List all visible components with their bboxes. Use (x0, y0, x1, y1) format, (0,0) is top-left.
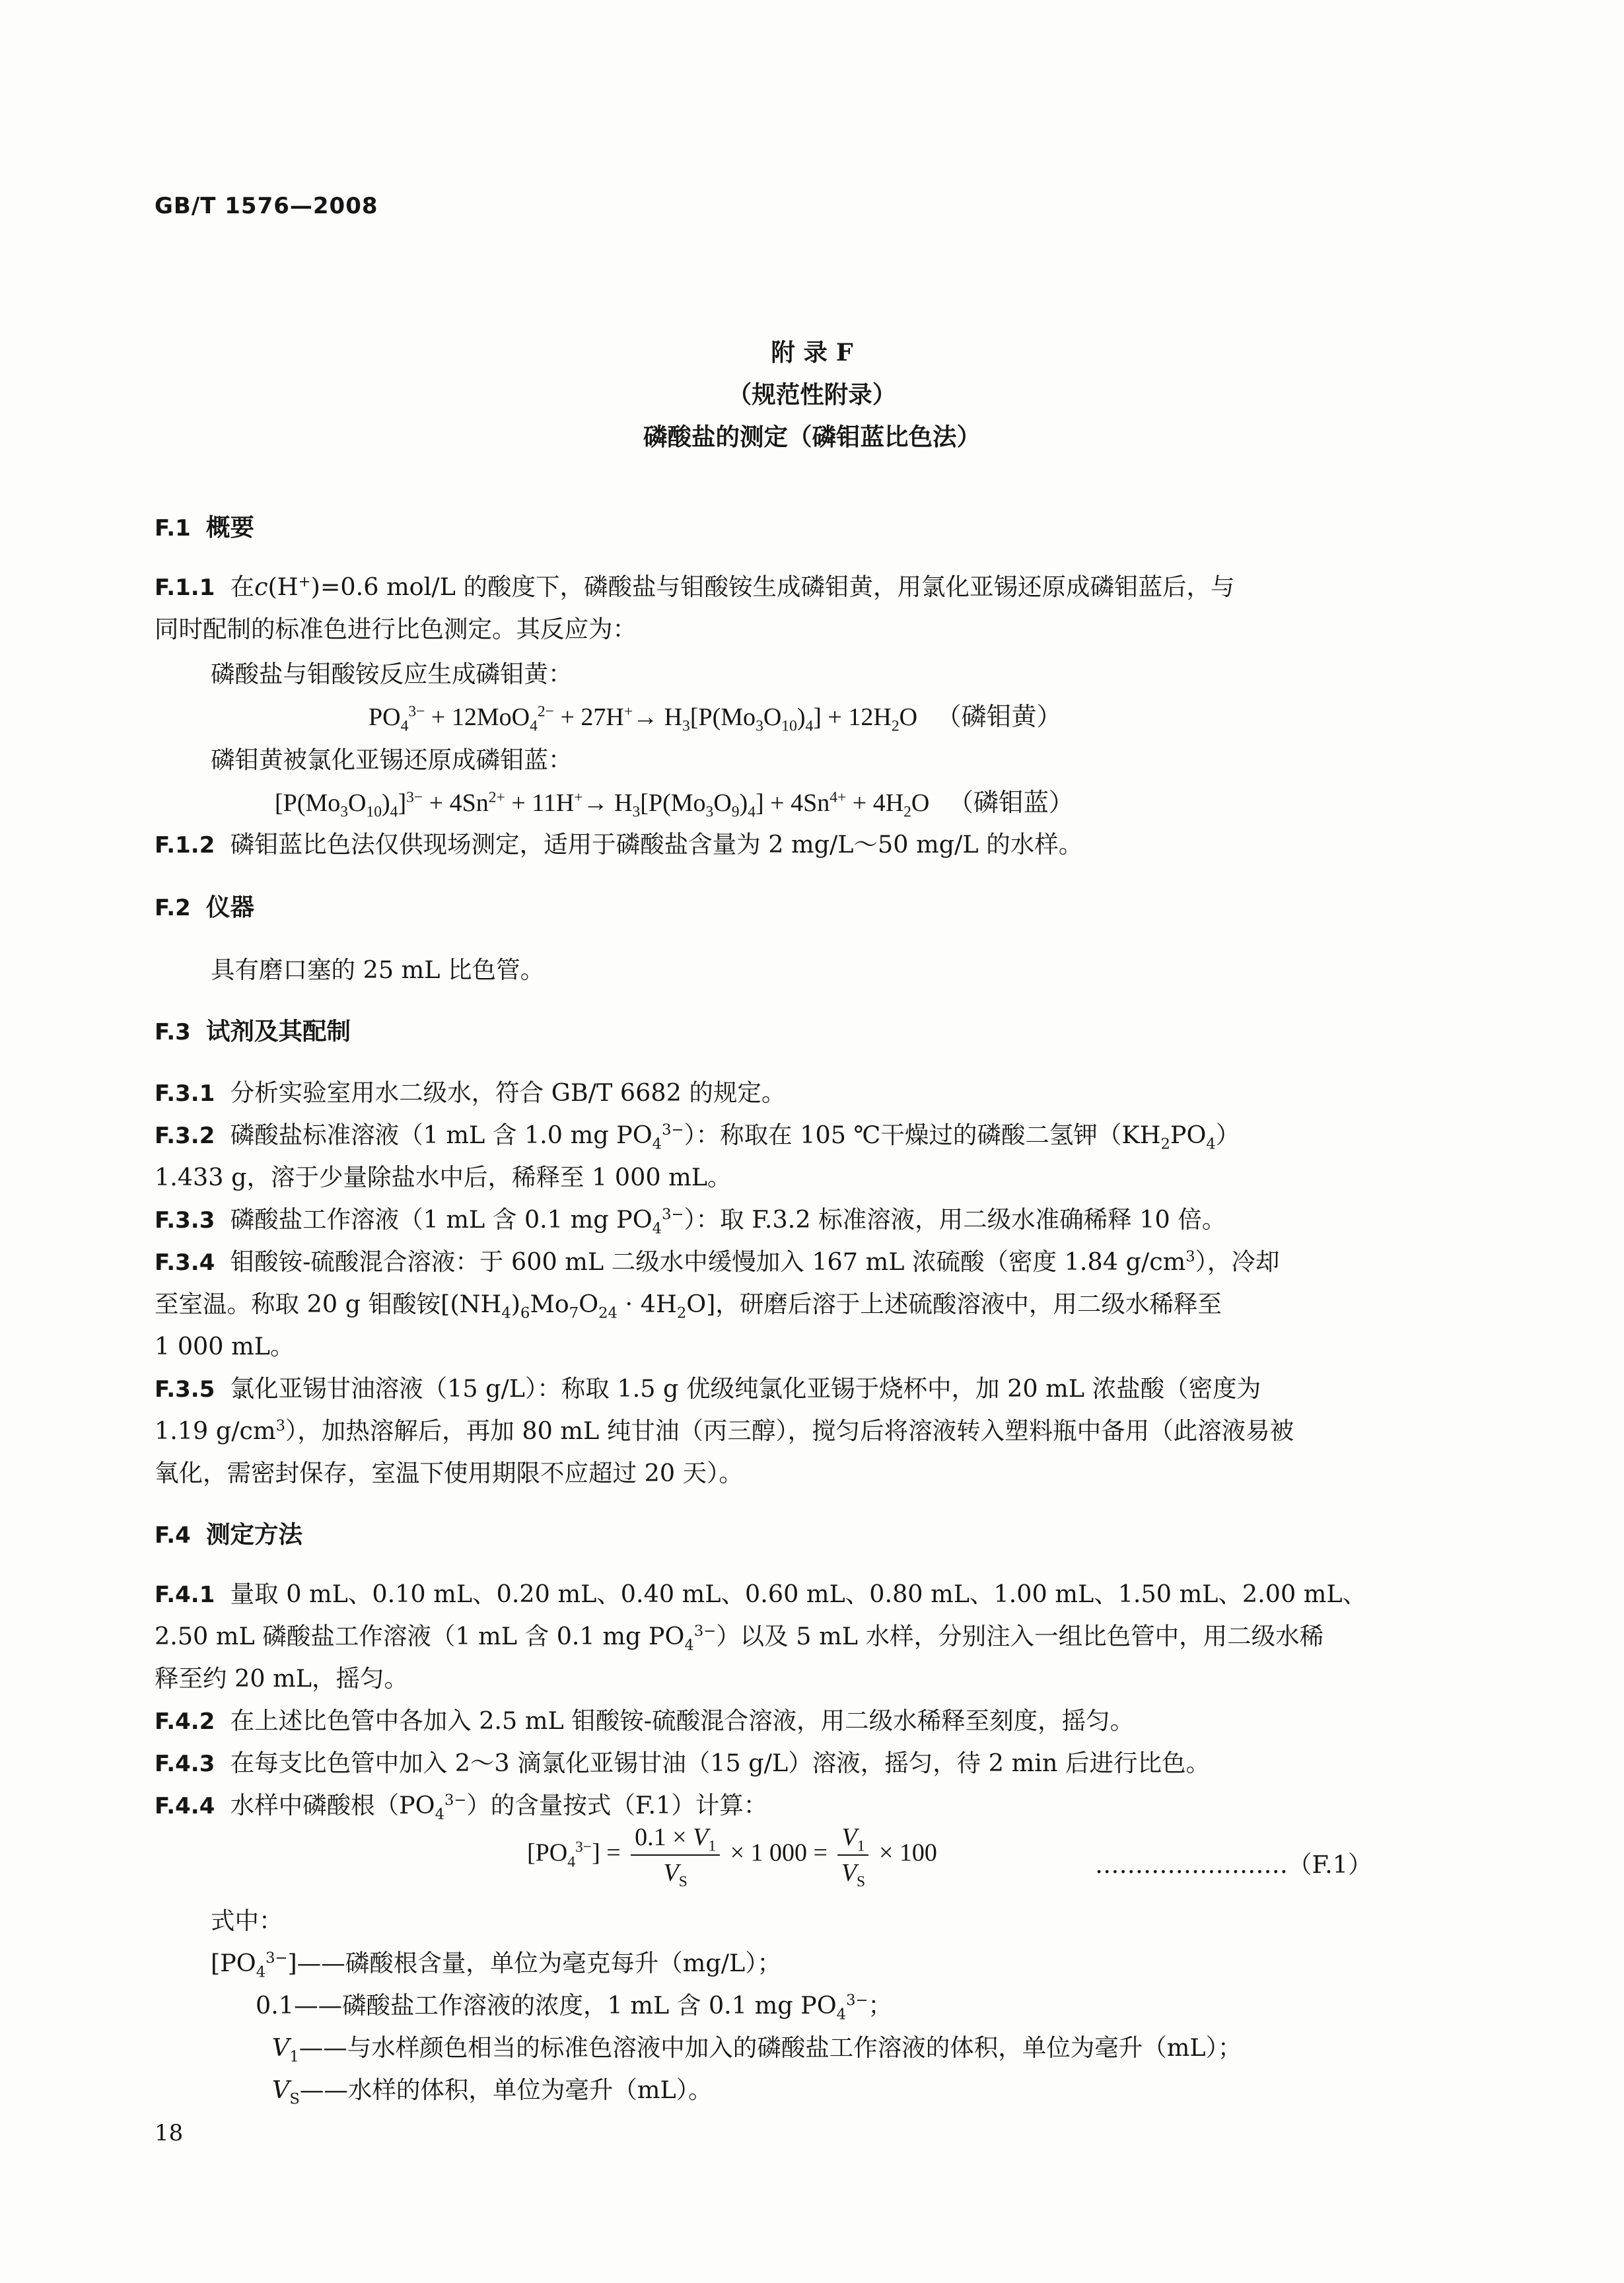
clause-f3-4-line2: 至室温。称取 20 g 钼酸铵$[(NH_4)_6Mo_7O_{24} \cdot 4H_2O]$，研磨后溶于上述硫酸溶液中，用二级水稀释至 (155, 1290, 1222, 1322)
fraction-2: $\frac{V_1}{V_S}$ (837, 1823, 868, 1887)
definition-po4: $[PO_4^{3-}]——$磷酸根含量，单位为毫克每升（mg/L）； (211, 1949, 782, 1981)
section-f4-heading: F.4 测定方法 (155, 1520, 303, 1549)
clause-f3-1: F.3.1 分析实验室用水二级水，符合 GB/T 6682 的规定。 (155, 1078, 786, 1107)
where-title: 式中： (211, 1907, 283, 1935)
reaction-equation-1: $PO_4^{3-} + 12MoO_4^{2-} + 27H^+\to H_3[P(Mo_3O_{10})_4] + 12H_2O$ （磷钼黄） (369, 703, 1062, 735)
annex-name: 磷酸盐的测定（磷钼蓝比色法） (643, 423, 981, 451)
clause-f4-2: F.4.2 在上述比色管中各加入 2.5 mL 钼酸铵-硫酸混合溶液，用二级水稀释至刻度，摇匀。 (155, 1706, 1135, 1735)
definition-v1: $V_1——$与水样颜色相当的标准色溶液中加入的磷酸盐工作溶液的体积，单位为毫升（mL）； (272, 2033, 1242, 2066)
formula-f1: $[PO_4^{3-}]$ = $\frac{0.1 \times V_1}{V_S}$ × 1 000 = $\frac{V_1}{V_S}$ × 100 (527, 1823, 937, 1891)
clause-f3-2-line1: F.3.2 磷酸盐标准溶液（1 mL 含 1.0 mg $PO_4^{3-}$）：称取在 105 ℃干燥过的磷酸二氢钾$(KH_2PO_4)$ (155, 1121, 1240, 1153)
annex-title: 附 录 F (771, 338, 853, 367)
formula-number: ……………………（F.1） (1095, 1850, 1372, 1879)
section-f1-heading: F.1 概要 (155, 513, 255, 542)
definition-0-1: 0.1——磷酸盐工作溶液的浓度，1 mL 含 0.1 mg $PO_4^{3-}$； (256, 1991, 892, 2023)
clause-f3-5-line3: 氧化，需密封保存，室温下使用期限不应超过 20 天）。 (155, 1459, 743, 1487)
clause-f3-3: F.3.3 磷酸盐工作溶液（1 mL 含 0.1 mg $PO_4^{3-}$）：取 F.3.2 标准溶液，用二级水准确稀释 10 倍。 (155, 1205, 1226, 1238)
clause-f1-1-line3: 磷酸盐与钼酸铵反应生成磷钼黄： (211, 660, 573, 688)
section-f3-heading: F.3 试剂及其配制 (155, 1017, 351, 1045)
clause-f3-5-line1: F.3.5 氯化亚锡甘油溶液（15 g/L）：称取 1.5 g 优级纯氯化亚锡于烧杯中，加 20 mL 浓盐酸（密度为 (155, 1374, 1261, 1403)
page-number: 18 (155, 2120, 184, 2146)
clause-f1-2: F.1.2 磷钼蓝比色法仅供现场测定，适用于磷酸盐含量为 2 mg/L～50 mg/L 的水样。 (155, 830, 1083, 859)
clause-f1-1-line2: 同时配制的标准色进行比色测定。其反应为： (155, 615, 637, 643)
clause-f1-1-line5: 磷钼黄被氯化亚锡还原成磷钼蓝： (211, 746, 573, 774)
reaction-equation-2: $[P(Mo_3O_{10})_4]^{3-} + 4Sn^{2+} + 11H^+\to H_3[P(Mo_3O_9)_4] + 4Sn^{4+} + 4H_2O$ （磷钼蓝） (275, 789, 1074, 821)
section-f2-heading: F.2 仪器 (155, 893, 255, 921)
clause-f3-4-line3: 1 000 mL。 (155, 1332, 295, 1360)
section-f2-text: 具有磨口塞的 25 mL 比色管。 (211, 956, 545, 984)
clause-f3-2-line2: 1.433 g，溶于少量除盐水中后，稀释至 1 000 mL。 (155, 1163, 732, 1191)
clause-f4-3: F.4.3 在每支比色管中加入 2～3 滴氯化亚锡甘油（15 g/L）溶液，摇匀，待 2 min 后进行比色。 (155, 1749, 1211, 1777)
clause-f4-4: F.4.4 水样中磷酸根$(PO_4^{3-})$的含量按式（F.1）计算： (155, 1791, 768, 1823)
clause-f4-1-line2: 2.50 mL 磷酸盐工作溶液（1 mL 含 0.1 mg $PO_4^{3-}$）以及 5 mL 水样，分别注入一组比色管中，用二级水稀 (155, 1622, 1324, 1654)
clause-f1-1-line1: F.1.1 在c(H+)=0.6 mol/L 的酸度下，磷酸盐与钼酸铵生成磷钼黄，用氯化亚锡还原成磷钼蓝后，与 (155, 573, 1235, 601)
standard-number: GB/T 1576—2008 (155, 193, 378, 219)
fraction-1: $\frac{0.1 \times V_1}{V_S}$ (631, 1823, 720, 1887)
definition-vs: $V_S——$水样的体积，单位为毫升（mL）。 (272, 2076, 713, 2108)
annex-subtitle: （规范性附录） (727, 380, 897, 409)
clause-f3-5-line2: 1.19 $g/cm^3$），加热溶解后，再加 80 mL 纯甘油（丙三醇），搅匀后将溶液转入塑料瓶中备用（此溶液易被 (155, 1417, 1294, 1445)
clause-f4-1-line1: F.4.1 量取 0 mL、0.10 mL、0.20 mL、0.40 mL、0.60 mL、0.80 mL、1.00 mL、1.50 mL、2.00 mL、 (155, 1580, 1367, 1608)
clause-f3-4-line1: F.3.4 钼酸铵-硫酸混合溶液：于 600 mL 二级水中缓慢加入 167 mL 浓硫酸（密度 1.84 $g/cm^3$），冷却 (155, 1247, 1280, 1276)
clause-f4-1-line3: 释至约 20 mL，摇匀。 (155, 1664, 408, 1693)
